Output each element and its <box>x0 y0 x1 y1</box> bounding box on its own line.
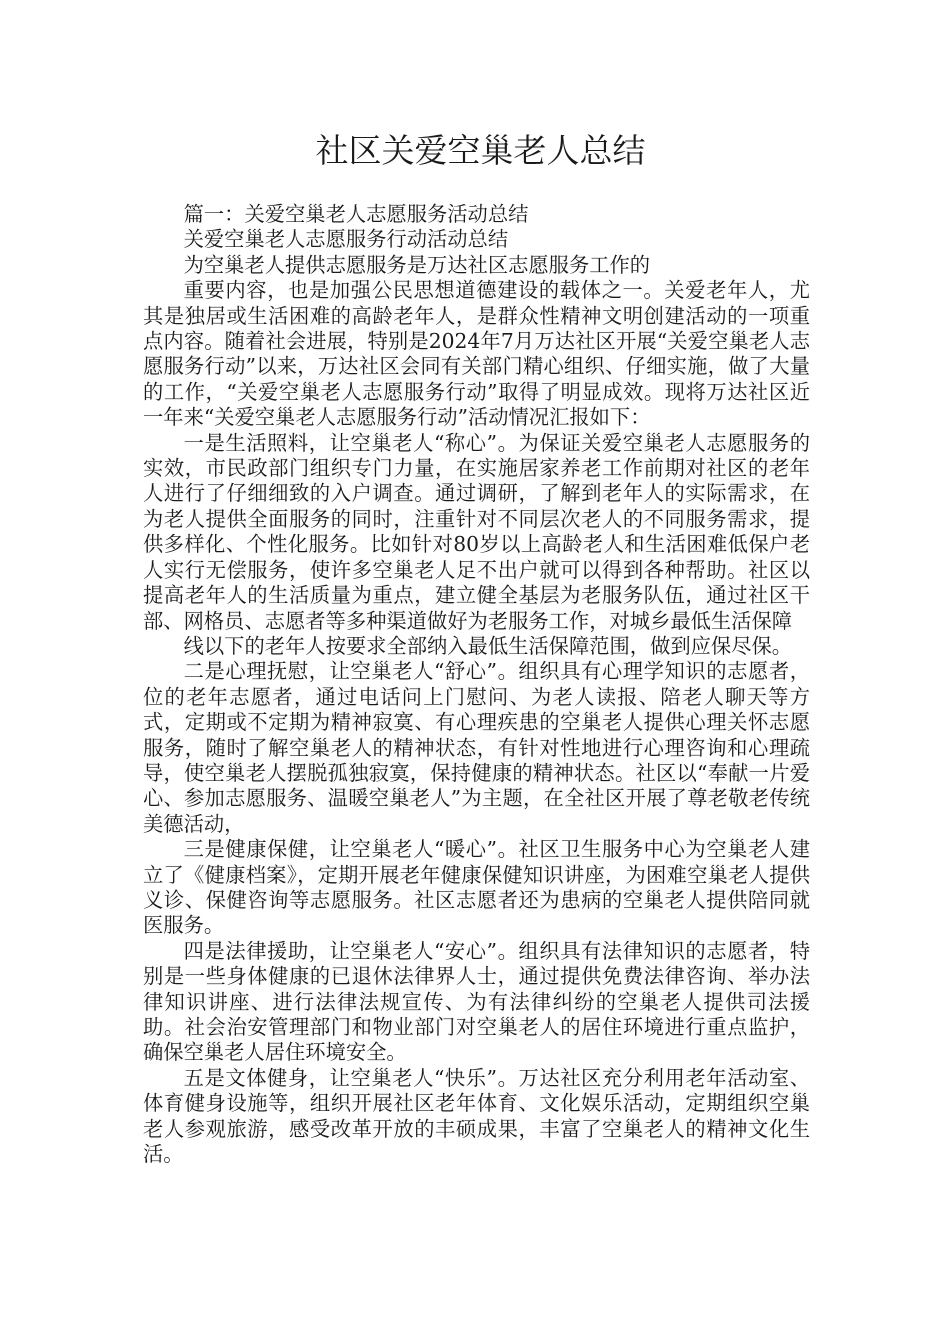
paragraph-legal: 四是法律援助，让空巢老人“安心”。组织具有法律知识的志愿者，特别是一些身体健康的已退休法律界人士，通过提供免费法律咨询、举办法律知识讲座、进行法律法规宣传、为有法律纠纷的空巢老人提供司法援助。社会治安管理部门和物业部门对空巢老人的居住环境进行重点监护，确保空巢老人居住环境安全。 <box>143 938 810 1065</box>
document-body <box>143 202 810 1167</box>
paragraph-life-care-cont: 线以下的老年人按要求全部纳入最低生活保障范围，做到应保尽保。 <box>183 633 793 658</box>
paragraph-intro: 为空巢老人提供志愿服务是万达社区志愿服务工作的 <box>183 252 651 277</box>
paragraph-subtitle: 关爱空巢老人志愿服务行动活动总结 <box>183 227 509 252</box>
paragraph-culture-sports: 五是文体健身，让空巢老人“快乐”。万达社区充分利用老年活动室、体育健身设施等，组织开展社区老年体育、文化娱乐活动，定期组织空巢老人参观旅游，感受改革开放的丰硕成果，丰富了空巢老人的精神文化生活。 <box>143 1065 810 1167</box>
document-page <box>143 128 810 1167</box>
paragraph-overview: 重要内容，也是加强公民思想道德建设的载体之一。关爱老年人，尤其是独居或生活困难的高龄老年人，是群众性精神文明创建活动的一项重点内容。随着社会进展，特别是2024年7月万达社区开展“关爱空巢老人志愿服务行动”以来，万达社区会同有关部门精心组织、仔细实施，做了大量的工作，“关爱空巢老人志愿服务行动”取得了明显成效。现将万达社区近一年来“关爱空巢老人志愿服务行动”活动情况汇报如下： <box>143 278 810 430</box>
paragraph-life-care: 一是生活照料，让空巢老人“称心”。为保证关爱空巢老人志愿服务的实效，市民政部门组织专门力量，在实施居家养老工作前期对社区的老年人进行了仔细细致的入户调查。通过调研，了解到老年人的实际需求，在为老人提供全面服务的同时，注重针对不同层次老人的不同服务需求，提供多样化、个性化服务。比如针对80岁以上高龄老人和生活困难低保户老人实行无偿服务，使许多空巢老人足不出户就可以得到各种帮助。社区以提高老年人的生活质量为重点，建立健全基层为老服务队伍，通过社区干部、网格员、志愿者等多种渠道做好为老服务工作，对城乡最低生活保障 <box>143 430 810 633</box>
document-title: 社区关爱空巢老人总结 <box>315 131 646 170</box>
paragraph-health: 三是健康保健，让空巢老人“暖心”。社区卫生服务中心为空巢老人建立了《健康档案》，定期开展老年健康保健知识讲座，为困难空巢老人提供义诊、保健咨询等志愿服务。社区志愿者还为患病的空巢老人提供陪同就医服务。 <box>143 837 810 938</box>
paragraph-heading: 篇一：关爱空巢老人志愿服务活动总结 <box>183 202 529 226</box>
paragraph-psychological: 二是心理抚慰，让空巢老人“舒心”。组织具有心理学知识的志愿者，位的老年志愿者，通过电话问上门慰问、为老人读报、陪老人聊天等方式，定期或不定期为精神寂寞、有心理疾患的空巢老人提供心理关怀志愿服务，随时了解空巢老人的精神状态，有针对性地进行心理咨询和心理疏导，使空巢老人摆脱孤独寂寞，保持健康的精神状态。社区以“奉献一片爱心、参加志愿服务、温暖空巢老人”为主题，在全社区开展了尊老敬老传统美德活动， <box>143 659 810 836</box>
